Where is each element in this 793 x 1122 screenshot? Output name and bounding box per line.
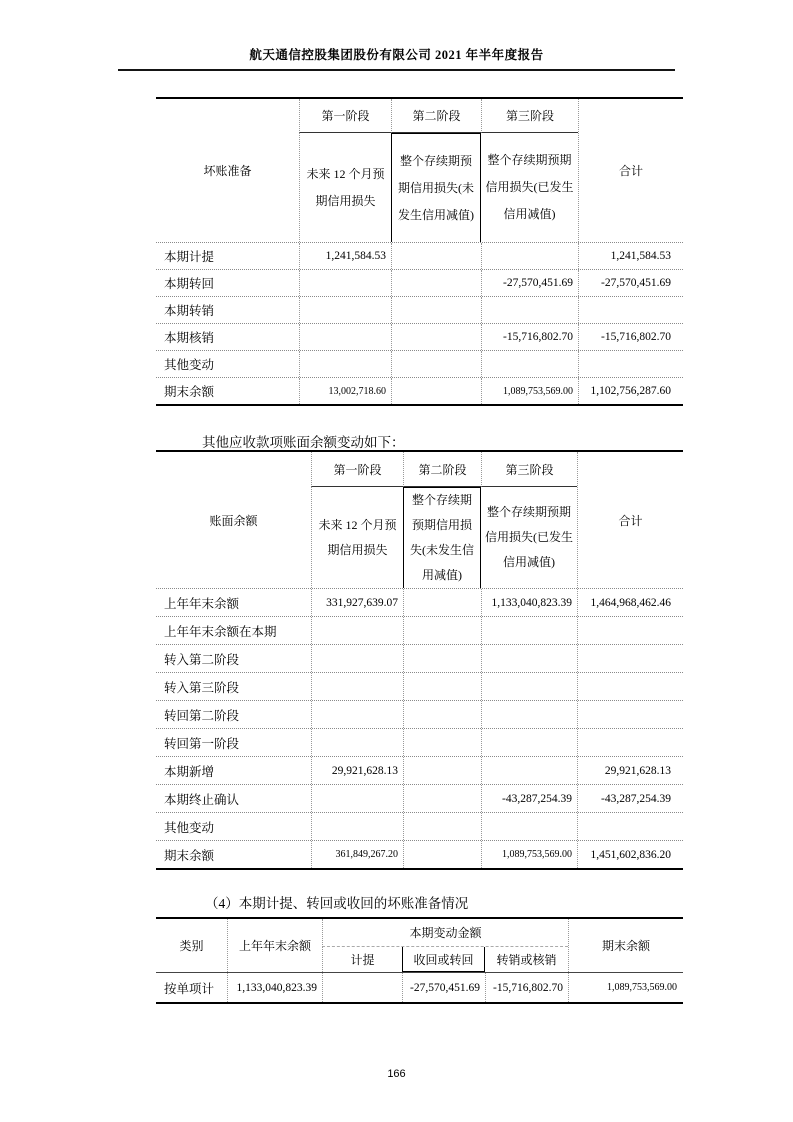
cell-value — [311, 701, 403, 728]
cell-value — [391, 351, 481, 377]
cell-value: 1,133,040,823.39 — [481, 589, 577, 616]
cell-value: 331,927,639.07 — [311, 589, 403, 616]
cell-value: 1,241,584.53 — [299, 243, 391, 269]
provision-section-heading: （4）本期计提、转回或收回的坏账准备情况 — [205, 896, 469, 911]
cell-value — [391, 324, 481, 350]
table-header — [156, 99, 683, 242]
writeoff-header: 转销或核销 — [496, 953, 557, 967]
cell-value: 1,464,968,462.46 — [577, 589, 683, 616]
cell-value — [481, 351, 578, 377]
cell-value — [577, 617, 683, 644]
cell-value — [403, 673, 481, 700]
table-row — [156, 812, 683, 840]
end-balance-header: 期末余额 — [568, 919, 683, 972]
cell-value — [577, 813, 683, 840]
table-row — [156, 377, 683, 404]
cell-value — [481, 701, 577, 728]
cell-value: 1,089,753,569.00 — [481, 841, 577, 868]
table-row — [156, 588, 683, 616]
stage3-header: 第三阶段 — [481, 452, 577, 487]
cell-value — [403, 729, 481, 756]
cell-value — [578, 351, 683, 377]
table-row — [156, 972, 683, 1002]
cell-value: 1,451,602,836.20 — [577, 841, 683, 868]
cell-value — [299, 270, 391, 296]
corner-header: 账面余额 — [209, 513, 258, 528]
provision-change-table — [156, 917, 683, 1004]
row-label: 按单项计 — [164, 981, 215, 996]
cell-value: 29,921,628.13 — [311, 757, 403, 784]
stage3-subheader: 整个存续期预期信用损失(已发生信用减值) — [485, 153, 574, 221]
cell-value: 361,849,267.20 — [311, 841, 403, 868]
cell-value: 1,133,040,823.39 — [227, 973, 322, 1002]
cell-value — [311, 813, 403, 840]
row-label: 本期核销 — [164, 331, 215, 345]
cell-value — [481, 297, 578, 323]
cell-value — [403, 701, 481, 728]
stage1-subheader: 未来 12 个月预期信用损失 — [311, 487, 403, 588]
book-balance-movement-table — [156, 450, 683, 870]
cell-value — [577, 729, 683, 756]
cell-value — [577, 701, 683, 728]
cell-value — [391, 297, 481, 323]
cell-value — [311, 673, 403, 700]
cell-value — [577, 673, 683, 700]
row-label: 期末余额 — [164, 385, 215, 399]
table-row — [156, 728, 683, 756]
table-row — [156, 644, 683, 672]
cell-value — [403, 757, 481, 784]
table-row — [156, 350, 683, 377]
total-header: 合计 — [577, 452, 683, 588]
cell-value — [403, 645, 481, 672]
cell-value — [391, 270, 481, 296]
cell-value — [403, 589, 481, 616]
row-label: 本期计提 — [164, 250, 215, 264]
cell-value — [311, 785, 403, 812]
cell-value: 1,089,753,569.00 — [568, 973, 683, 1002]
stage2-subheader: 整个存续期预期信用损失(未发生信用减值) — [391, 133, 481, 242]
corner-header: 坏账准备 — [203, 164, 252, 178]
row-label: 上年年末余额 — [164, 596, 240, 611]
row-label: 本期新增 — [164, 764, 215, 779]
cell-value — [481, 813, 577, 840]
table-body — [156, 588, 683, 868]
cell-value — [481, 645, 577, 672]
table-header — [156, 452, 683, 588]
cell-value — [311, 645, 403, 672]
row-label: 本期转回 — [164, 277, 215, 291]
table-row — [156, 616, 683, 644]
cell-value — [403, 841, 481, 868]
cell-value — [391, 378, 481, 404]
running-header-title: 航天通信控股集团股份有限公司 2021 年半年度报告 — [249, 48, 544, 62]
cell-value — [403, 785, 481, 812]
cell-value: -15,716,802.70 — [578, 324, 683, 350]
cell-value: 1,241,584.53 — [578, 243, 683, 269]
table-row — [156, 756, 683, 784]
total-header: 合计 — [578, 99, 683, 242]
category-header: 类别 — [179, 939, 204, 953]
row-label: 其他变动 — [164, 358, 215, 372]
table-body — [156, 242, 683, 404]
table-row — [156, 700, 683, 728]
cell-value — [311, 729, 403, 756]
table-row — [156, 269, 683, 296]
cell-value: -15,716,802.70 — [485, 973, 568, 1002]
cell-value: -27,570,451.69 — [578, 270, 683, 296]
table-body — [156, 972, 683, 1002]
change-group-header: 本期变动金额 — [322, 919, 568, 947]
stage1-header: 第一阶段 — [311, 452, 403, 487]
cell-value — [322, 973, 402, 1002]
cell-value — [481, 617, 577, 644]
cell-value: 13,002,718.60 — [299, 378, 391, 404]
header-divider — [118, 69, 675, 71]
cell-value — [403, 813, 481, 840]
table-row — [156, 784, 683, 812]
row-label: 本期转销 — [164, 304, 215, 318]
row-label: 本期终止确认 — [164, 792, 240, 807]
stage1-subheader: 未来 12 个月预期信用损失 — [299, 133, 391, 242]
cell-value — [481, 243, 578, 269]
cell-value: -15,716,802.70 — [481, 324, 578, 350]
cell-value — [403, 617, 481, 644]
cell-value — [481, 729, 577, 756]
cell-value: 29,921,628.13 — [577, 757, 683, 784]
cell-value — [578, 297, 683, 323]
row-label: 上年年末余额在本期 — [164, 624, 277, 639]
table-header — [156, 919, 683, 972]
stage3-subheader: 整个存续期预期信用损失(已发生信用减值) — [485, 505, 573, 569]
cell-value — [391, 243, 481, 269]
table-row — [156, 296, 683, 323]
bad-debt-provision-table — [156, 97, 683, 406]
row-label: 转入第三阶段 — [164, 680, 240, 695]
row-label: 其他变动 — [164, 820, 215, 835]
cell-value — [299, 297, 391, 323]
cell-value — [299, 351, 391, 377]
prev-balance-header: 上年年末余额 — [227, 919, 322, 972]
cell-value — [481, 673, 577, 700]
cell-value: -27,570,451.69 — [481, 270, 578, 296]
stage2-header: 第二阶段 — [391, 99, 481, 133]
row-label: 转回第二阶段 — [164, 708, 240, 723]
row-label: 期末余额 — [164, 848, 215, 863]
table-row — [156, 323, 683, 350]
recover-header: 收回或转回 — [402, 947, 485, 972]
table-row — [156, 840, 683, 868]
cell-value: -43,287,254.39 — [481, 785, 577, 812]
row-label: 转入第二阶段 — [164, 652, 240, 667]
cell-value: 1,102,756,287.60 — [578, 378, 683, 404]
cell-value: -43,287,254.39 — [577, 785, 683, 812]
accrual-header: 计提 — [322, 947, 402, 972]
cell-value: -27,570,451.69 — [402, 973, 485, 1002]
table-row — [156, 242, 683, 269]
cell-value — [311, 617, 403, 644]
cell-value — [577, 645, 683, 672]
cell-value: 1,089,753,569.00 — [481, 378, 578, 404]
table-row — [156, 672, 683, 700]
cell-value — [481, 757, 577, 784]
stage2-subheader: 整个存续期预期信用损失(未发生信用减值) — [403, 487, 481, 588]
balance-section-heading: 其他应收款项账面余额变动如下： — [202, 435, 405, 450]
stage3-header: 第三阶段 — [481, 99, 578, 133]
page-number: 166 — [387, 1068, 406, 1080]
cell-value — [299, 324, 391, 350]
stage2-header: 第二阶段 — [403, 452, 481, 487]
stage1-header: 第一阶段 — [299, 99, 391, 133]
row-label: 转回第一阶段 — [164, 736, 240, 751]
